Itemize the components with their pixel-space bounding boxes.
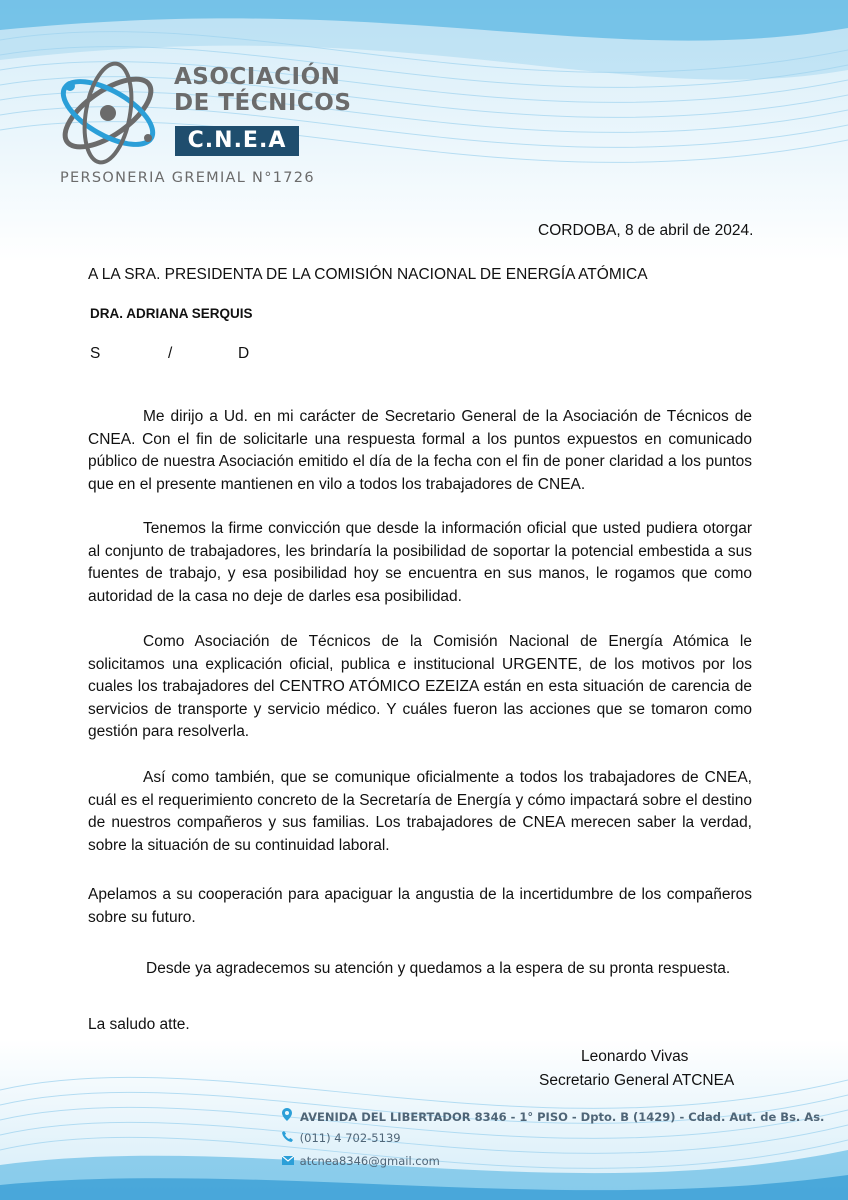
letter-date: CORDOBA, 8 de abril de 2024. bbox=[538, 222, 754, 239]
logo-title bbox=[174, 64, 351, 116]
atom-logo-icon bbox=[56, 58, 166, 168]
logo-title-line2: DE TÉCNICOS bbox=[174, 90, 352, 116]
paragraph-1: Me dirijo a Ud. en mi carácter de Secretario General de la Asociación de Técnicos de CNEA. Con el fin de solicitarle una respuesta formal a los puntos expuestos en comunicado público de nuestra Asociación emitido el día de la fecha con el fin de poner claridad a los puntos que en el presente mantienen en vilo a todos los trabajadores de CNEA. bbox=[88, 408, 752, 493]
logo-title-line1: ASOCIACIÓN bbox=[174, 64, 341, 90]
sd-d: D bbox=[238, 345, 250, 362]
footer-email-text[interactable]: atcnea8346@gmail.com bbox=[299, 1154, 440, 1168]
paragraph-5: Apelamos a su cooperación para apaciguar la angustia de la incertidumbre de los compañeros sobre su futuro. bbox=[88, 886, 752, 926]
footer-address bbox=[282, 1108, 824, 1125]
logo-acronym: C.N.E.A bbox=[175, 126, 299, 156]
recipient-name: DRA. ADRIANA SERQUIS bbox=[90, 306, 253, 321]
phone-icon bbox=[282, 1131, 296, 1146]
letter-addressee: A LA SRA. PRESIDENTA DE LA COMISIÓN NACIONAL DE ENERGÍA ATÓMICA bbox=[88, 266, 648, 283]
sd-s: S bbox=[90, 345, 101, 362]
email-icon bbox=[282, 1154, 296, 1169]
footer-address-text: AVENIDA DEL LIBERTADOR 8346 - 1° PISO - Dpto. B (1429) - Cdad. Aut. de Bs. As. bbox=[300, 1110, 825, 1124]
location-pin-icon bbox=[282, 1108, 296, 1125]
footer-phone-text: (011) 4 702-5139 bbox=[299, 1131, 401, 1145]
paragraph-3: Como Asociación de Técnicos de la Comisión Nacional de Energía Atómica le solicitamos una explicación oficial, publica e institucional URGENTE, de los motivos por los cuales los trabajadores del CENTRO ATÓMICO EZEIZA están en esta situación de carencia de servicios de transporte y servicio médico. Y cuáles fueron las acciones que se tomaron como gestión para resolverla. bbox=[88, 633, 752, 740]
signature-title: Secretario General ATCNEA bbox=[539, 1072, 735, 1089]
paragraph-4: Así como también, que se comunique oficialmente a todos los trabajadores de CNEA, cuál es el requerimiento concreto de la Secretaría de Energía y cómo impactará sobre el destino de nuestros compañeros y sus familias. Los trabajadores de CNEA merecen saber la verdad, sobre la situación de su continuidad laboral. bbox=[88, 769, 752, 854]
closing-line: La saludo atte. bbox=[88, 1016, 190, 1033]
organization-logo bbox=[56, 58, 352, 193]
signature-name: Leonardo Vivas bbox=[581, 1048, 689, 1065]
footer-email bbox=[282, 1154, 440, 1169]
logo-subtitle: PERSONERIA GREMIAL N°1726 bbox=[60, 170, 315, 186]
sd-slash: / bbox=[168, 345, 173, 362]
footer-phone bbox=[282, 1131, 401, 1146]
paragraph-6: Desde ya agradecemos su atención y quedamos a la espera de su pronta respuesta. bbox=[146, 960, 731, 977]
paragraph-2: Tenemos la firme convicción que desde la información oficial que usted pudiera otorgar al conjunto de trabajadores, les brindaría la posibilidad de soportar la potencial embestida a sus fuentes de trabajo, y esa posibilidad hoy se encuentra en sus manos, le rogamos que como autoridad de la casa no deje de darles esa posibilidad. bbox=[88, 520, 752, 605]
